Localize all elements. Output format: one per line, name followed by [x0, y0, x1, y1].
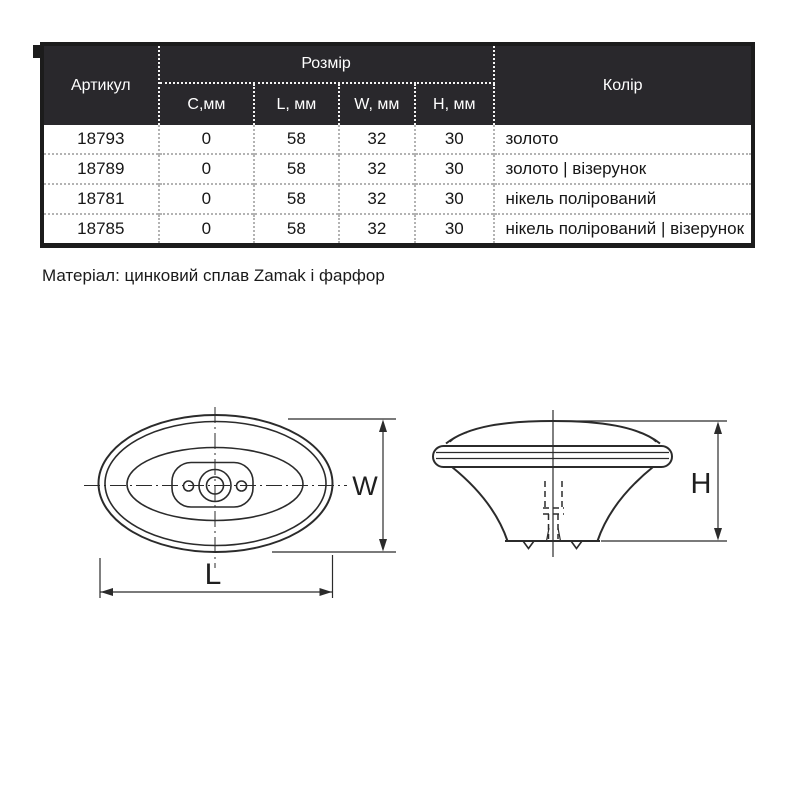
header-article: Артикул: [42, 44, 159, 125]
cell-h: 30: [415, 154, 493, 184]
cell-l: 58: [254, 125, 338, 154]
header-size-c: C,мм: [159, 83, 255, 125]
left-spike: [523, 541, 534, 549]
cell-c: 0: [159, 184, 255, 214]
cell-w: 32: [339, 214, 415, 246]
height-dimension: [558, 421, 727, 541]
header-color: Колір: [494, 44, 753, 125]
top-view-drawing: [84, 407, 396, 598]
side-view-drawing: [433, 410, 727, 557]
body-left-curve: [452, 467, 508, 541]
inner-ellipse: [127, 448, 303, 521]
cell-l: 58: [254, 154, 338, 184]
cell-article: 18789: [42, 154, 159, 184]
length-dimension-label: L: [204, 558, 222, 591]
length-dimension: [100, 555, 333, 598]
header-size-w: W, мм: [339, 83, 415, 125]
cell-article: 18785: [42, 214, 159, 246]
table-row: [42, 214, 753, 246]
cell-c: 0: [159, 214, 255, 246]
cell-w: 32: [339, 184, 415, 214]
header-size-group: Розмір: [159, 44, 494, 83]
width-dimension-label: W: [352, 471, 378, 501]
cell-h: 30: [415, 184, 493, 214]
spec-table: [40, 42, 755, 248]
table-row: [42, 125, 753, 154]
cell-c: 0: [159, 125, 255, 154]
cell-color: золото | візерунок: [494, 154, 753, 184]
height-dimension-label: H: [690, 468, 712, 500]
cell-article: 18781: [42, 184, 159, 214]
cell-color: нікель полірований: [494, 184, 753, 214]
dimension-arrow: [379, 420, 387, 433]
dimension-arrow: [714, 422, 722, 435]
cell-l: 58: [254, 184, 338, 214]
cell-color: золото: [494, 125, 753, 154]
header-size-l: L, мм: [254, 83, 338, 125]
body-right-curve: [598, 467, 654, 541]
cell-h: 30: [415, 125, 493, 154]
technical-drawing: [0, 395, 800, 625]
cell-w: 32: [339, 154, 415, 184]
material-note: Матеріал: цинковий сплав Zamak і фарфор: [42, 266, 385, 285]
right-spike: [571, 541, 582, 549]
table-row: [42, 154, 753, 184]
dimension-arrow: [320, 588, 333, 596]
header-size-h: H, мм: [415, 83, 493, 125]
table-row: [42, 184, 753, 214]
cell-l: 58: [254, 214, 338, 246]
cell-c: 0: [159, 154, 255, 184]
cell-w: 32: [339, 125, 415, 154]
cell-h: 30: [415, 214, 493, 246]
dimension-arrow: [379, 539, 387, 552]
cell-color: нікель полірований | візерунок: [494, 214, 753, 246]
dimension-arrow: [714, 528, 722, 541]
dimension-arrow: [101, 588, 114, 596]
cell-article: 18793: [42, 125, 159, 154]
